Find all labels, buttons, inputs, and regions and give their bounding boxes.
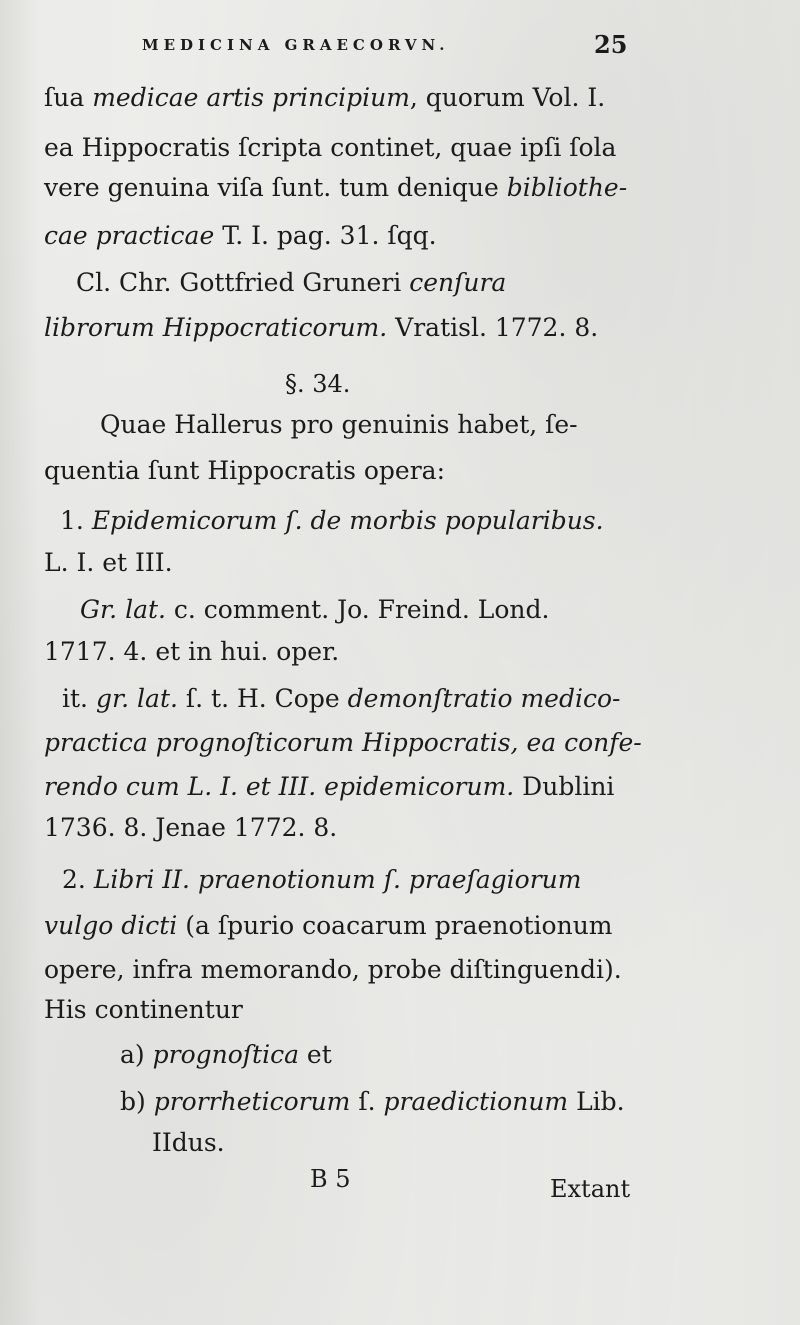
text-line <box>44 133 616 163</box>
text-line <box>76 268 506 298</box>
roman-text: (a ſpurio coacarum praenotionum <box>177 911 613 940</box>
text-line <box>44 173 627 203</box>
roman-text: ſua <box>44 83 93 112</box>
italic-text: cae practicae <box>44 221 215 250</box>
roman-text: Lib. <box>568 1087 625 1116</box>
text-line <box>62 684 620 714</box>
text-line <box>100 410 578 440</box>
italic-text: practica prognoſticorum Hippocratis, ea confe- <box>44 728 642 757</box>
section-mark: §. 34. <box>285 370 351 398</box>
text-line <box>44 83 605 113</box>
text-line <box>44 221 437 251</box>
italic-text: prorrheticorum <box>153 1087 351 1116</box>
roman-text: c. comment. Jo. Freind. Lond. <box>165 595 550 624</box>
italic-text: rendo cum L. I. et III. epidemicorum. <box>44 772 515 801</box>
italic-text: prognoſtica <box>152 1040 299 1069</box>
running-title: MEDICINA GRAECORVN. <box>142 36 450 54</box>
italic-text: Epidemicorum ſ. de morbis popularibus. <box>91 506 604 535</box>
roman-text: 2. <box>62 865 94 894</box>
italic-text: demonſtratio medico- <box>347 684 621 713</box>
roman-text: vere genuina viſa ſunt. tum denique <box>44 173 507 202</box>
roman-text: 1736. 8. Jenae 1772. 8. <box>44 813 338 842</box>
roman-text: IIdus. <box>152 1128 225 1157</box>
roman-text: ſ. t. H. Cope <box>177 684 348 713</box>
text-line <box>44 955 622 985</box>
text-line <box>44 911 613 941</box>
text-line <box>152 1128 225 1158</box>
roman-text: 1717. 4. et in hui. oper. <box>44 637 340 666</box>
catchword: Extant <box>550 1175 631 1203</box>
italic-text: gr. lat. <box>95 684 178 713</box>
text-line <box>44 637 339 667</box>
text-line <box>44 313 598 343</box>
roman-text: a) <box>120 1040 153 1069</box>
text-line <box>80 595 549 625</box>
text-line <box>44 813 337 843</box>
italic-text: praedictionum <box>383 1087 569 1116</box>
roman-text: Cl. Chr. Gottfried Gruneri <box>76 268 410 297</box>
roman-text: opere, infra memorando, probe diſtinguendi). <box>44 955 622 984</box>
page-number: 25 <box>594 30 628 59</box>
roman-text: ea Hippocratis ſcripta continet, quae ipſi ſola <box>44 133 617 162</box>
italic-text: librorum Hippocraticorum. <box>44 313 388 342</box>
text-line <box>44 548 173 578</box>
roman-text: b) <box>120 1087 154 1116</box>
roman-text: His continentur <box>44 995 243 1024</box>
roman-text: et <box>298 1040 332 1069</box>
italic-text: bibliothe- <box>506 173 628 202</box>
text-line <box>62 865 581 895</box>
italic-text: vulgo dicti <box>44 911 178 940</box>
italic-text: medicae artis principium <box>92 83 410 112</box>
roman-text: , quorum Vol. I. <box>409 83 606 112</box>
italic-text: cenſura <box>409 268 507 297</box>
text-line <box>44 456 445 486</box>
roman-text: Quae Hallerus pro genuinis habet, ſe- <box>100 410 578 439</box>
roman-text: it. <box>62 684 96 713</box>
text-line <box>120 1040 332 1070</box>
text-line <box>44 772 614 802</box>
roman-text: quentia ſunt Hippocratis opera: <box>44 456 446 485</box>
text-line <box>120 1087 625 1117</box>
roman-text: 1. <box>60 506 92 535</box>
roman-text: T. I. pag. 31. ſqq. <box>214 221 437 250</box>
roman-text: Vratisl. 1772. 8. <box>387 313 599 342</box>
signature-mark: B 5 <box>310 1165 351 1193</box>
roman-text: Dublini <box>514 772 615 801</box>
text-line <box>60 506 604 536</box>
roman-text: L. I. et III. <box>44 548 173 577</box>
text-line <box>44 995 243 1025</box>
text-line <box>44 728 642 758</box>
italic-text: Libri II. praenotionum ſ. praeſagiorum <box>93 865 582 894</box>
italic-text: Gr. lat. <box>80 595 166 624</box>
roman-text: ſ. <box>350 1087 384 1116</box>
